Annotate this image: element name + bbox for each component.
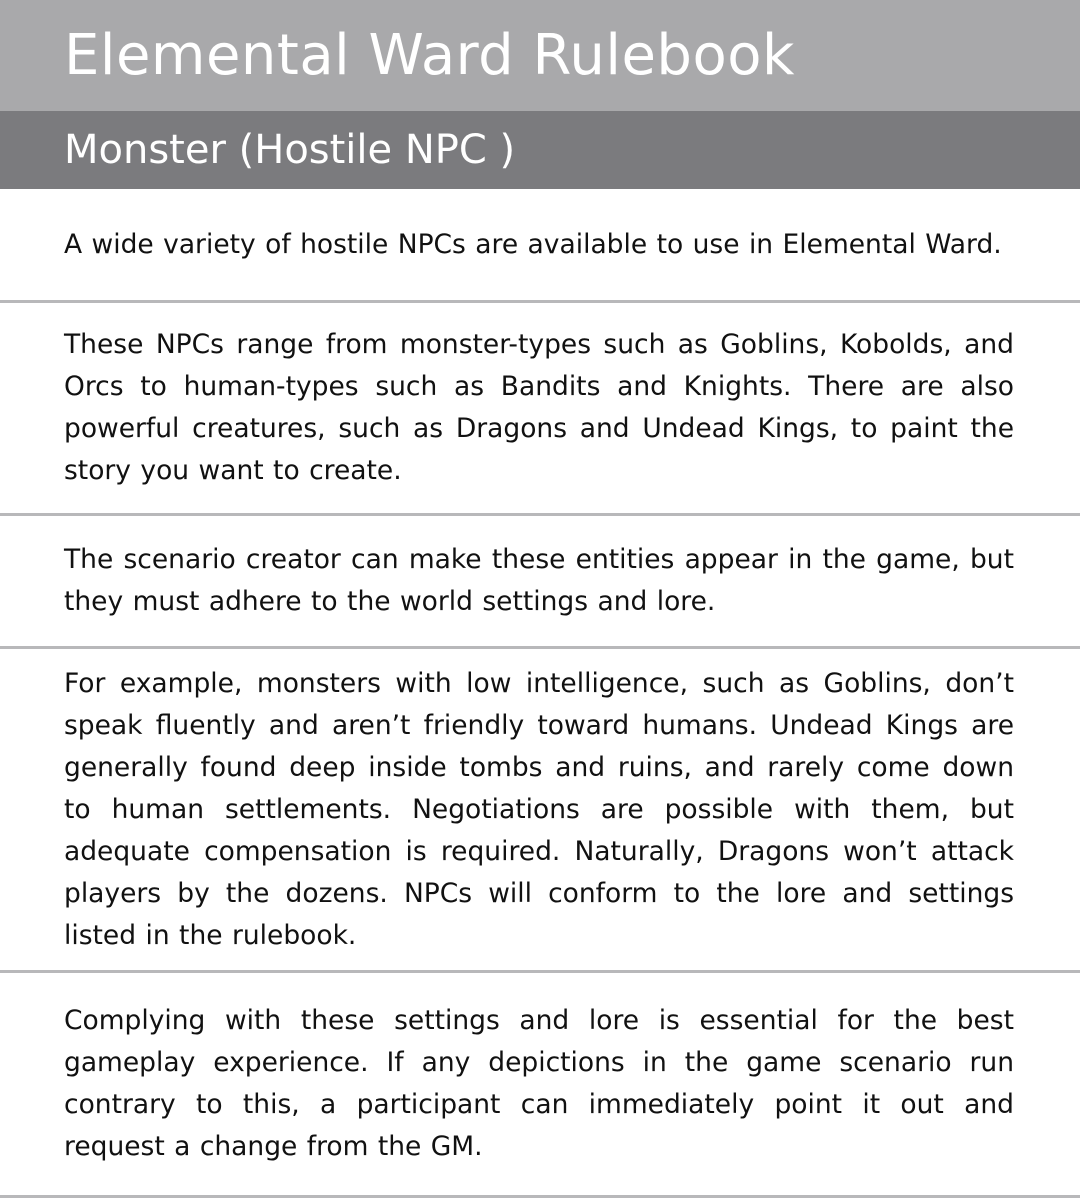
section-title: Monster (Hostile NPC ) <box>64 127 516 173</box>
paragraph-block <box>0 189 1080 303</box>
paragraph-block <box>0 649 1080 973</box>
title-bar <box>0 0 1080 111</box>
rulebook-content <box>0 189 1080 1198</box>
paragraph-text: For example, monsters with low intelligence, such as Goblins, don’t speak fluently and aren’t friendly toward humans. Undead Kings are generally found deep inside tombs and ruins, and rarely come down to human settlements. Negotiations are possible with them, but adequate compensation is required. Naturally, Dragons won’t attack players by the dozens. NPCs will conform to the lore and settings listed in the rulebook. <box>64 667 1014 951</box>
paragraph-block <box>0 303 1080 516</box>
paragraph-text: These NPCs range from monster-types such as Goblins, Kobolds, and Orcs to human-types such as Bandits and Knights. There are also powerful creatures, such as Dragons and Undead Kings, to paint the story you want to create. <box>64 329 1014 486</box>
paragraph-text: Complying with these settings and lore is essential for the best gameplay experience. If any depictions in the game scenario run contrary to this, a participant can immediately point it out and request a change from the GM. <box>64 1005 1014 1162</box>
paragraph-text: The scenario creator can make these entities appear in the game, but they must adhere to the world settings and lore. <box>64 544 1014 617</box>
paragraph-text: A wide variety of hostile NPCs are available to use in Elemental Ward. <box>64 228 1002 260</box>
section-header-bar <box>0 111 1080 189</box>
page-title: Elemental Ward Rulebook <box>64 22 795 88</box>
paragraph-block <box>0 516 1080 649</box>
paragraph-block <box>0 973 1080 1198</box>
